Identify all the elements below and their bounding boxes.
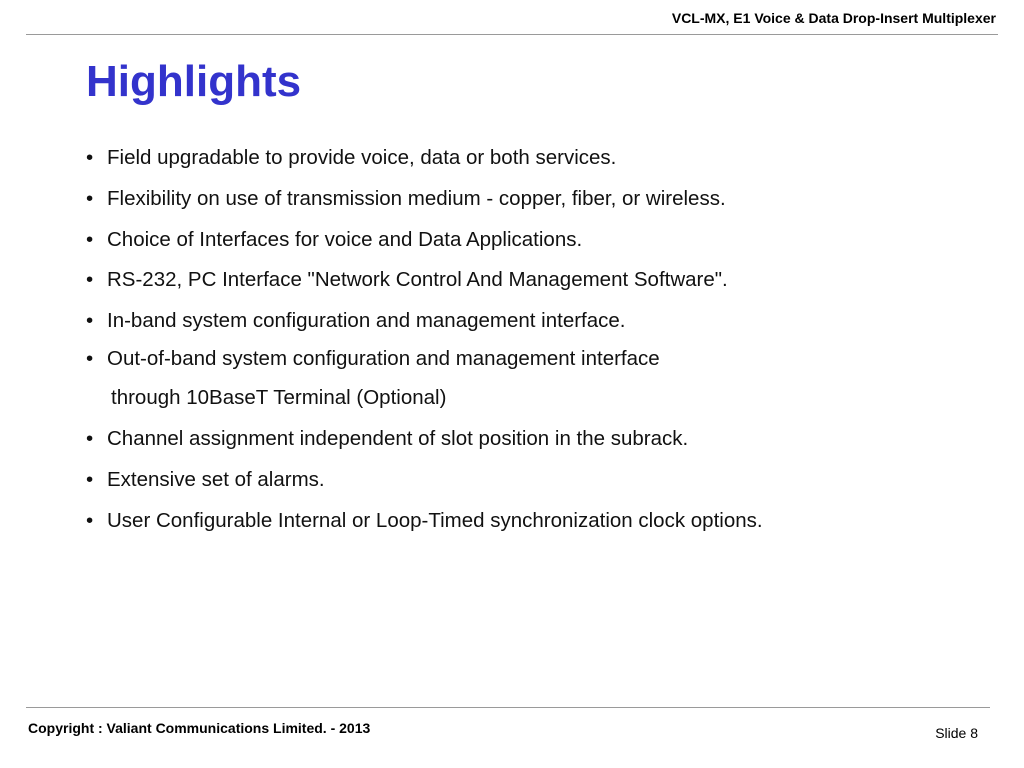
- bullet-item-field-upgradable: [84, 146, 984, 170]
- bullet-item-out-of-band: [84, 347, 984, 410]
- footer-divider: [26, 707, 990, 708]
- bullet-marker: •: [86, 426, 94, 450]
- bullet-list: [84, 146, 984, 549]
- slide-number: Slide 8: [935, 725, 978, 741]
- bullet-marker: •: [86, 146, 94, 169]
- bullet-marker: •: [86, 508, 94, 532]
- header-divider: [26, 34, 998, 35]
- bullet-item-flexibility: [84, 187, 984, 211]
- bullet-marker: •: [86, 268, 94, 292]
- bullet-item-rs232: [84, 268, 984, 292]
- bullet-item-in-band: [84, 309, 984, 333]
- bullet-text: RS-232, PC Interface "Network Control And Management Software".: [107, 268, 728, 292]
- bullet-item-alarms: [84, 468, 984, 492]
- bullet-item-clock-options: [84, 509, 984, 533]
- header-title: VCL-MX, E1 Voice & Data Drop-Insert Multiplexer: [671, 10, 996, 26]
- bullet-text: User Configurable Internal or Loop-Timed synchronization clock options.: [107, 508, 763, 532]
- bullet-continuation: through 10BaseT Terminal (Optional): [111, 386, 447, 410]
- bullet-text: Choice of Interfaces for voice and Data Applications.: [107, 227, 583, 251]
- bullet-marker: •: [86, 186, 94, 210]
- bullet-text: Channel assignment independent of slot position in the subrack.: [107, 426, 689, 450]
- bullet-marker: •: [86, 347, 94, 371]
- bullet-text: Field upgradable to provide voice, data or both services.: [107, 146, 617, 169]
- bullet-text: In-band system configuration and management interface.: [107, 309, 626, 333]
- bullet-text: Out-of-band system configuration and management interface: [107, 347, 660, 371]
- bullet-text: Flexibility on use of transmission medium - copper, fiber, or wireless.: [107, 186, 726, 210]
- copyright-text: Copyright : Valiant Communications Limited. - 2013: [28, 720, 371, 736]
- bullet-item-channel-assignment: [84, 427, 984, 451]
- bullet-marker: •: [86, 227, 94, 251]
- page-title: Highlights: [86, 57, 302, 106]
- bullet-item-interfaces: [84, 228, 984, 252]
- bullet-marker: •: [86, 309, 94, 333]
- bullet-text: Extensive set of alarms.: [107, 467, 325, 491]
- bullet-marker: •: [86, 467, 94, 491]
